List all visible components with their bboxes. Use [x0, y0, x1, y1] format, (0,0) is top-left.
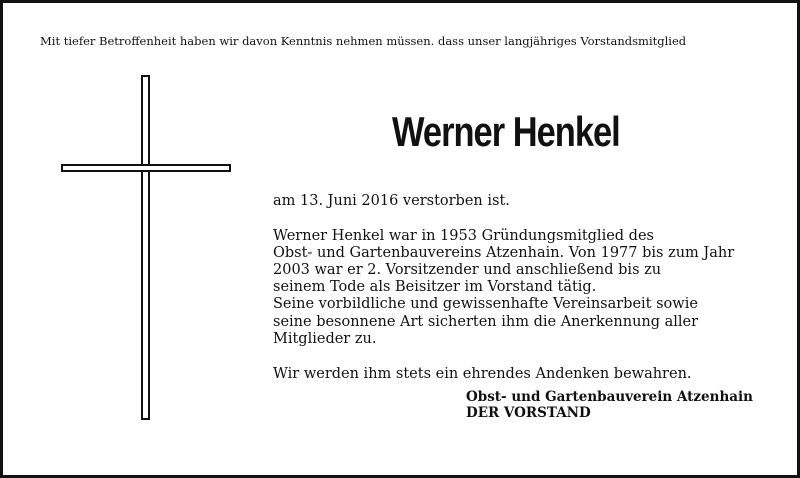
closing-line: Wir werden ihm stets ein ehrendes Andenken bewahren. — [273, 365, 692, 382]
biography-line: Werner Henkel war in 1953 Gründungsmitglied des — [273, 228, 654, 245]
biography-line: 2003 war er 2. Vorsitzender und anschließend bis zu — [273, 262, 662, 279]
biography-line: Obst- und Gartenbauvereins Atzenhain. Von 1977 bis zum Jahr — [273, 245, 735, 262]
biography-line: seine besonnene Art sicherten ihm die Anerkennung aller — [273, 313, 699, 330]
board-signature: DER VORSTAND — [466, 405, 591, 421]
biography-line: Mitglieder zu. — [273, 330, 377, 347]
deceased-name: Werner Henkel — [392, 108, 620, 155]
intro-text: Mit tiefer Betroffenheit haben wir davon Kenntnis nehmen müssen. dass unser langjähriges Vorstandsmitglied — [40, 34, 687, 48]
association-name: Obst- und Gartenbauverein Atzenhain — [466, 389, 753, 405]
notice-body — [273, 193, 783, 383]
cross-icon — [60, 74, 232, 421]
death-date-line: am 13. Juni 2016 verstorben ist. — [273, 193, 510, 209]
biography-line: seinem Tode als Beisitzer im Vorstand tätig. — [273, 279, 597, 296]
biography-paragraph — [273, 228, 783, 348]
biography-line: Seine vorbildliche und gewissenhafte Vereinsarbeit sowie — [273, 296, 698, 313]
signature-block — [466, 389, 753, 421]
